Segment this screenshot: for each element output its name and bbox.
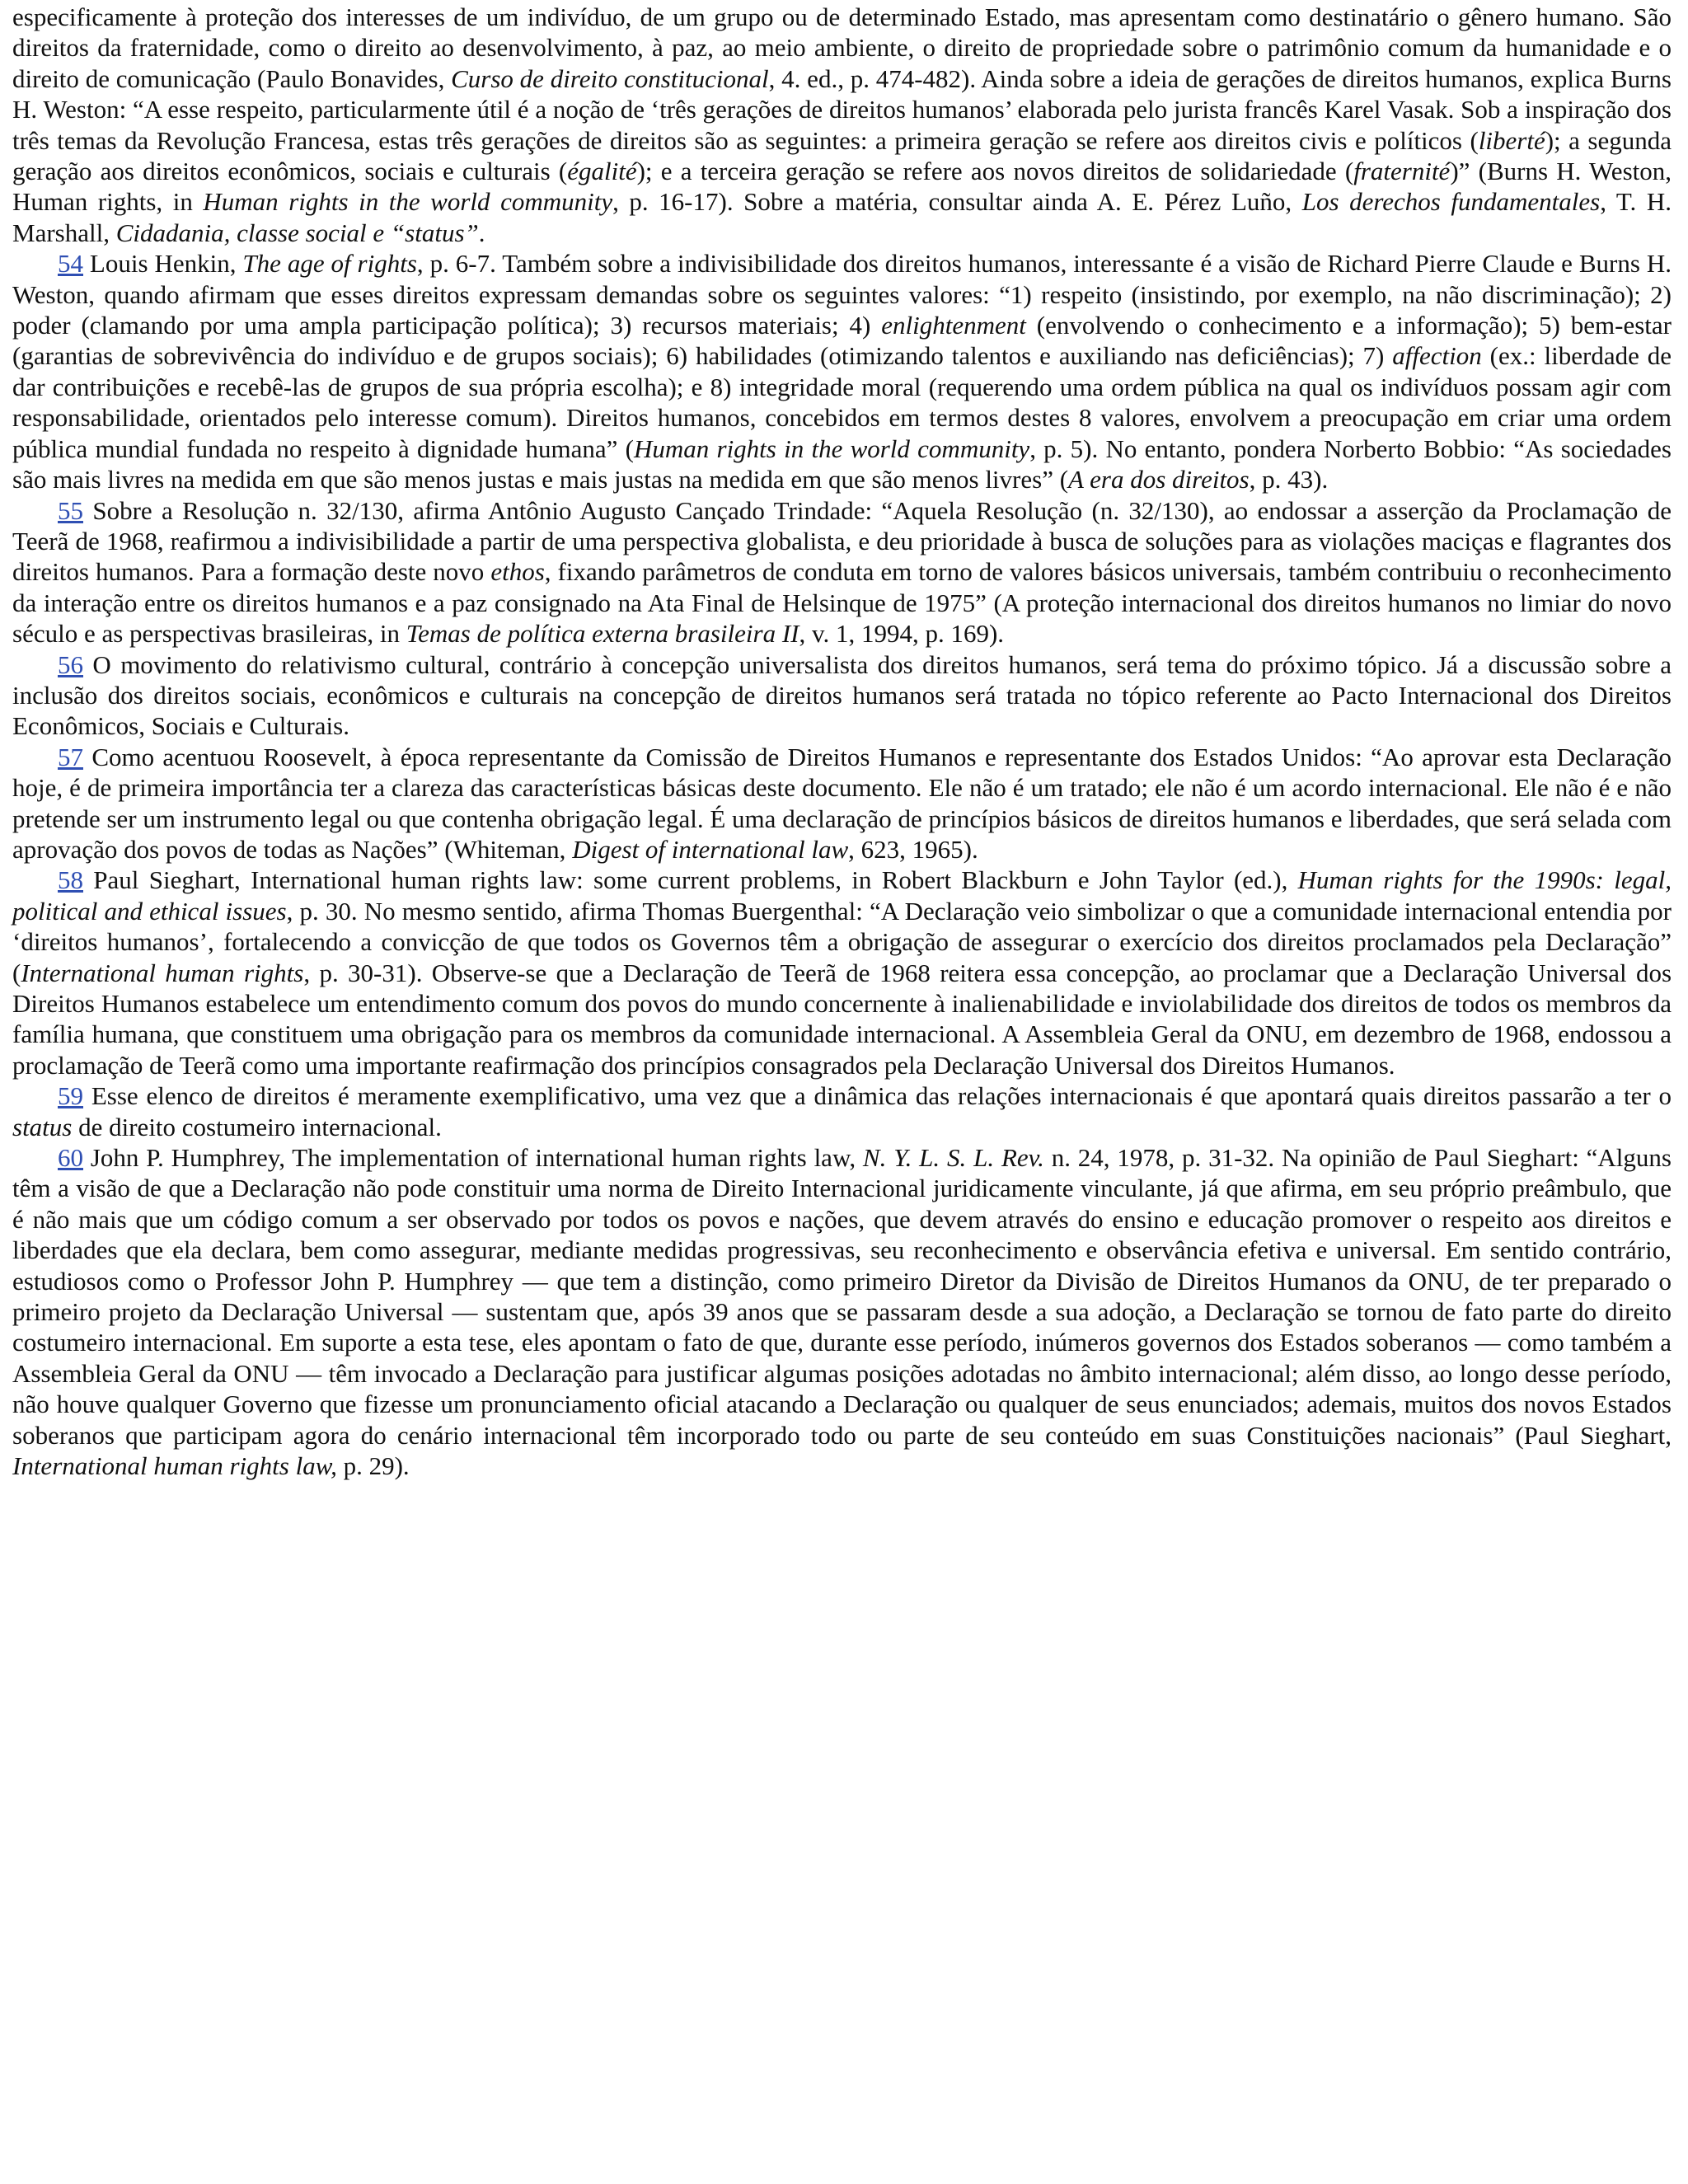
italic-citation: N. Y. L. S. L. Rev. bbox=[862, 1143, 1044, 1173]
footnote-text: John P. Humphrey, The implementation of international human rights law, bbox=[83, 1143, 863, 1173]
italic-citation: status bbox=[12, 1112, 73, 1141]
footnote-text: )” (Burns H. Weston, Human rights, in bbox=[12, 157, 1672, 217]
italic-citation: Temas de política externa brasileira II bbox=[406, 619, 799, 649]
footnote-text: especificamente à proteção dos interesses de um indivíduo, de um grupo ou de determinado Estado, mas apresentam como destinatário o gênero humano. São direitos da fraternidade, como o direito ao desenvolvimento, à paz, ao meio ambiente, o direito de propriedade sobre o patrimônio comum da humanidade e o direito de comunicação (Paulo Bonavides, bbox=[12, 2, 1672, 93]
footnote-backlink-54[interactable]: 54 bbox=[58, 249, 83, 279]
footnotes-page bbox=[12, 2, 1672, 1482]
italic-citation: International human rights law, bbox=[12, 1451, 337, 1481]
footnote-55 bbox=[12, 495, 1672, 649]
italic-citation: fraternité bbox=[1353, 157, 1451, 186]
footnote-text: Sobre a Resolução n. 32/130, afirma Antônio Augusto Cançado Trindade: “Aquela Resolução (n. 32/130), ao endossar a asserção da Proclamação de Teerã de 1968, reafirmou a indivisibilidade a partir de uma perspectiva globalista, e deu prioridade à busca de soluções para as violações maciças e flagrantes dos direitos humanos. Para a formação deste novo bbox=[12, 495, 1672, 587]
footnote-text: , fixando parâmetros de conduta em torno de valores básicos universais, também contribuiu o reconhecimento da interação entre os direitos humanos e a paz consignado na Ata Final de Helsinque de 1975” (A proteção internacional dos direitos humanos no limiar do novo século e as perspectivas brasileiras, in bbox=[12, 557, 1672, 649]
italic-citation: liberté bbox=[1478, 125, 1545, 155]
italic-citation: The age of rights bbox=[242, 249, 417, 279]
footnote-text: , 623, 1965). bbox=[848, 834, 978, 864]
italic-citation: Los derechos fundamentales bbox=[1301, 187, 1601, 217]
footnote-text: , p. 30. No mesmo sentido, afirma Thomas Buergenthal: “A Declaração veio simbolizar o que a comunidade internacional entendia por ‘direitos humanos’, fortalecendo a convicção de que todos os Governos têm a obrigação de assegurar o exercício dos direitos proclamados pela Declaração” ( bbox=[12, 896, 1672, 987]
footnote-60 bbox=[12, 1142, 1672, 1481]
footnote-56 bbox=[12, 649, 1672, 742]
italic-citation: égalité bbox=[567, 157, 637, 186]
footnote-backlink-60[interactable]: 60 bbox=[58, 1143, 83, 1173]
italic-citation: Curso de direito constitucional bbox=[451, 63, 769, 93]
footnote-text: , p. 43). bbox=[1249, 465, 1329, 494]
footnote-text: (envolvendo o conhecimento e a informação); 5) bem-estar (garantias de sobrevivência do indivíduo e de grupos sociais); 6) habilidades (otimizando talentos e auxiliando nas deficiências); 7) bbox=[12, 311, 1672, 371]
footnote-backlink-59[interactable]: 59 bbox=[58, 1081, 83, 1111]
footnote-backlink-56[interactable]: 56 bbox=[58, 649, 83, 679]
footnote-54 bbox=[12, 248, 1672, 494]
footnote-text: , T. H. Marshall, bbox=[12, 187, 1672, 247]
footnote-text: , 4. ed., p. 474-482). Ainda sobre a ideia de gerações de direitos humanos, explica Burns H. Weston: “A esse respeito, particularmente útil é a noção de ‘três gerações de direitos humanos’ elaborada pelo jurista francês Karel Vasak. Sob a inspiração dos três temas da Revolução Francesa, estas três gerações de direitos são as seguintes: a primeira geração se refere aos direitos civis e políticos ( bbox=[12, 63, 1672, 155]
footnote-text: p. 29). bbox=[336, 1451, 410, 1481]
footnote-backlink-58[interactable]: 58 bbox=[58, 865, 83, 895]
footnote-59 bbox=[12, 1080, 1672, 1142]
footnote-continuation bbox=[12, 2, 1672, 248]
footnote-text: O movimento do relativismo cultural, contrário à concepção universalista dos direitos humanos, será tema do próximo tópico. Já a discussão sobre a inclusão dos direitos sociais, econômicos e culturais na concepção de direitos humanos será tratada no tópico referente ao Pacto Internacional dos Direitos Econômicos, Sociais e Culturais. bbox=[12, 649, 1672, 741]
italic-citation: A era dos direitos bbox=[1068, 465, 1250, 494]
footnote-text: Esse elenco de direitos é meramente exemplificativo, uma vez que a dinâmica das relações internacionais é que apontará quais direitos passarão a ter o bbox=[83, 1081, 1672, 1111]
italic-citation: affection bbox=[1392, 341, 1482, 371]
italic-citation: International human rights bbox=[21, 958, 304, 987]
footnote-backlink-55[interactable]: 55 bbox=[58, 495, 83, 525]
footnote-text: n. 24, 1978, p. 31-32. Na opinião de Paul Sieghart: “Alguns têm a visão de que a Declaração não pode constituir uma norma de Direito Internacional juridicamente vinculante, já que afirma, em seu próprio preâmbulo, que é não mais que um código comum a ser observado por todos os povos e nações, que devem através do ensino e educação promover o respeito aos direitos e liberdades que ela declara, bem como assegurar, mediante medidas progressivas, seu reconhecimento e observância efetiva e universal. Em sentido contrário, estudiosos como o Professor John P. Humphrey — que tem a distinção, como primeiro Diretor da Divisão de Direitos Humanos da ONU, de ter preparado o primeiro projeto da Declaração Universal — sustentam que, após 39 anos que se passaram desde a sua adoção, a Declaração se tornou de fato parte do direito costumeiro internacional. Em suporte a esta tese, eles apontam o fato de que, durante esse período, inúmeros governos dos Estados soberanos — como também a Assembleia Geral da ONU — têm invocado a Declaração para justificar algumas posições adotadas no âmbito internacional; além disso, ao longo desse período, não houve qualquer Governo que fizesse um pronunciamento oficial atacando a Declaração ou qualquer de seus enunciados; ademais, muitos dos novos Estados soberanos que participam agora do cenário internacional têm incorporado todo ou parte de seu conteúdo em suas Constituições nacionais” (Paul Sieghart, bbox=[12, 1143, 1672, 1450]
footnote-text: , p. 30-31). Observe-se que a Declaração de Teerã de 1968 reitera essa concepção, ao proclamar que a Declaração Universal dos Direitos Humanos estabelece um entendimento comum dos povos do mundo concernente à inalienabilidade e inviolabilidade dos direitos de todos os membros da família humana, que constituem uma obrigação para os membros da comunidade internacional. A Assembleia Geral da ONU, em dezembro de 1968, endossou a proclamação de Teerã como uma importante reafirmação dos princípios consagrados pela Declaração Universal dos Direitos Humanos. bbox=[12, 958, 1672, 1080]
footnote-backlink-57[interactable]: 57 bbox=[58, 742, 83, 771]
footnote-text: ); e a terceira geração se refere aos novos direitos de solidariedade ( bbox=[636, 157, 1354, 186]
footnote-text: de direito costumeiro internacional. bbox=[72, 1112, 442, 1141]
footnote-text: (ex.: liberdade de dar contribuições e recebê-las de grupos de sua própria escolha); e 8) integridade moral (requerendo uma ordem pública na qual os indivíduos possam agir com responsabilidade, orientados pelo interesse comum). Direitos humanos, concebidos em termos destes 8 valores, envolvem a preocupação em criar uma ordem pública mundial fundada no respeito à dignidade humana” ( bbox=[12, 341, 1672, 463]
footnote-text: , p. 6-7. Também sobre a indivisibilidade dos direitos humanos, interessante é a visão de Richard Pierre Claude e Burns H. Weston, quando afirmam que esses direitos expressam demandas sobre os seguintes valores: “1) respeito (insistindo, por exemplo, na não discriminação); 2) poder (clamando por uma ampla participação política); 3) recursos materiais; 4) bbox=[12, 249, 1672, 340]
footnote-58 bbox=[12, 865, 1672, 1080]
footnote-text: , v. 1, 1994, p. 169). bbox=[799, 619, 1005, 649]
italic-citation: enlightenment bbox=[881, 311, 1026, 340]
footnote-text: , p. 16-17). Sobre a matéria, consultar ainda A. E. Pérez Luño, bbox=[612, 187, 1302, 217]
footnote-57 bbox=[12, 742, 1672, 865]
italic-citation: Digest of international law bbox=[572, 834, 849, 864]
footnote-text: Como acentuou Roosevelt, à época representante da Comissão de Direitos Humanos e representante dos Estados Unidos: “Ao aprovar esta Declaração hoje, é de primeira importância ter a clareza das características básicas deste documento. Ele não é um tratado; ele não é um acordo internacional. Ele não é e não pretende ser um instrumento legal ou que contenha obrigação legal. É uma declaração de princípios básicos de direitos humanos e liberdades, que será selada com aprovação dos povos de todas as Nações” (Whiteman, bbox=[12, 742, 1672, 864]
italic-citation: ethos bbox=[490, 557, 545, 587]
italic-citation: Human rights in the world community bbox=[203, 187, 613, 217]
footnote-text: . bbox=[478, 218, 485, 247]
italic-citation: Human rights for the 1990s: legal, political and ethical issues bbox=[12, 865, 1672, 926]
footnote-text: ); a segunda geração aos direitos econômicos, sociais e culturais ( bbox=[12, 125, 1672, 186]
footnote-text: , p. 5). No entanto, pondera Norberto Bobbio: “As sociedades são mais livres na medida em que são menos justas e mais justas na medida em que são menos livres” ( bbox=[12, 434, 1672, 494]
italic-citation: Cidadania, classe social e “status” bbox=[115, 218, 479, 247]
footnote-text: Paul Sieghart, International human rights law: some current problems, in Robert Blackburn e John Taylor (ed.), bbox=[83, 865, 1298, 895]
italic-citation: Human rights in the world community bbox=[633, 434, 1030, 463]
footnote-text: Louis Henkin, bbox=[83, 249, 243, 279]
